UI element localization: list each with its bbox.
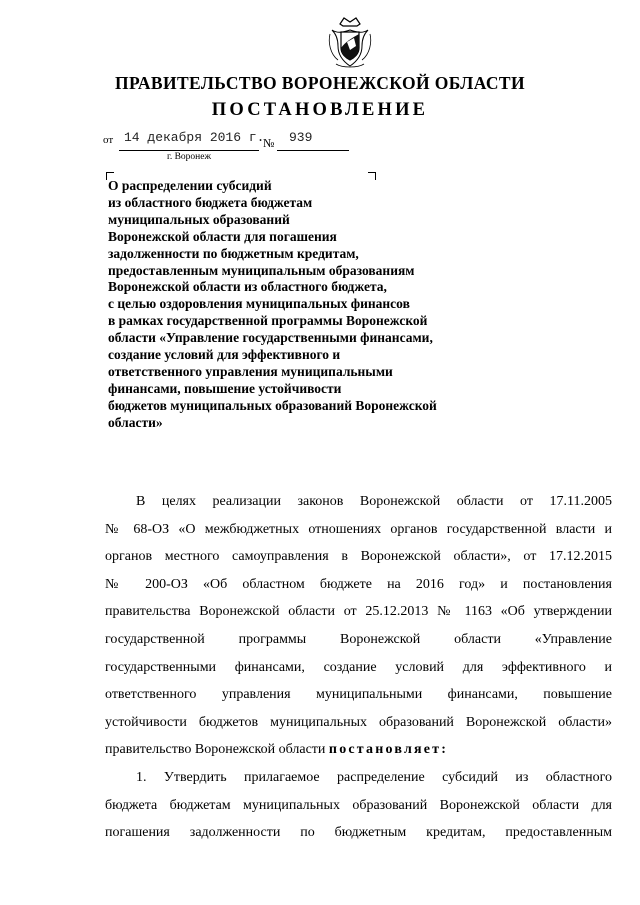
body-line: № 68-ОЗ «О межбюджетных отношениях органов государственной власти и	[105, 521, 612, 537]
body-line: государственной программы Воронежской области «Управление	[105, 631, 612, 647]
organization-title: ПРАВИТЕЛЬСТВО ВОРОНЕЖСКОЙ ОБЛАСТИ	[114, 73, 526, 93]
subject-line: О распределении субсидий	[108, 178, 272, 193]
subject-line: создание условий для эффективного и	[108, 347, 341, 363]
number-underline	[277, 150, 349, 151]
subject-line: бюджетов муниципальных образований Воронежской	[108, 397, 437, 413]
body-line: правительства Воронежской области от 25.12.2013 № 1163 «Об утверждении	[105, 604, 612, 620]
document-type-title: ПОСТАНОВЛЕНИЕ	[211, 100, 429, 120]
date-prefix: от	[103, 134, 114, 146]
decree-verb: постановляет:	[328, 742, 449, 758]
coat-of-arms-emblem	[326, 14, 374, 70]
subject-line: финансами, повышение устойчивости	[108, 380, 342, 396]
subject-line: муниципальных образований	[108, 211, 290, 227]
subject-line: с целью оздоровления муниципальных финансов	[108, 296, 410, 312]
city-label: г. Воронеж	[167, 152, 212, 162]
subject-block	[108, 178, 528, 432]
subject-line: Воронежской области для погашения	[108, 228, 337, 244]
body-line: № 200-ОЗ «Об областном бюджете на 2016 год» и постановления	[105, 576, 612, 592]
subject-line: ответственного управления муниципальными	[108, 363, 393, 379]
number-value: 939	[289, 130, 313, 145]
subject-line: в рамках государственной программы Воронежской	[108, 313, 428, 329]
body-line: ответственного управления муниципальными финансами, повышение	[105, 687, 612, 703]
item-line: погашения задолженности по бюджетным кредитам, предоставленным	[105, 825, 612, 841]
subject-line: области «Управление государственными финансами,	[108, 330, 433, 346]
body-line: устойчивости бюджетов муниципальных образований Воронежской области»	[105, 714, 612, 730]
body-line: органов местного самоуправления в Воронежской области», от 17.12.2015	[105, 549, 612, 565]
number-prefix: №	[263, 136, 275, 150]
body-line: В целях реализации законов Воронежской области от 17.11.2005	[136, 494, 612, 509]
date-value: 14 декабря 2016 г.	[124, 130, 265, 145]
subject-line: Воронежской области из областного бюджета,	[108, 279, 387, 295]
body-line: государственными финансами, создание условий для эффективного и	[105, 659, 612, 675]
item-line: 1. Утвердить прилагаемое распределение субсидий из областного	[136, 769, 612, 785]
date-underline	[119, 150, 259, 151]
subject-line: из областного бюджета бюджетам	[108, 194, 313, 210]
subject-line: задолженности по бюджетным кредитам,	[108, 245, 359, 261]
subject-line: области»	[108, 414, 163, 430]
body-text	[105, 488, 612, 847]
subject-line: предоставленным муниципальным образованиям	[108, 262, 415, 278]
decree-text: правительство Воронежской области	[105, 742, 329, 758]
item-line: бюджета бюджетам муниципальных образований Воронежской области для	[105, 797, 612, 813]
decree-line	[105, 736, 612, 764]
